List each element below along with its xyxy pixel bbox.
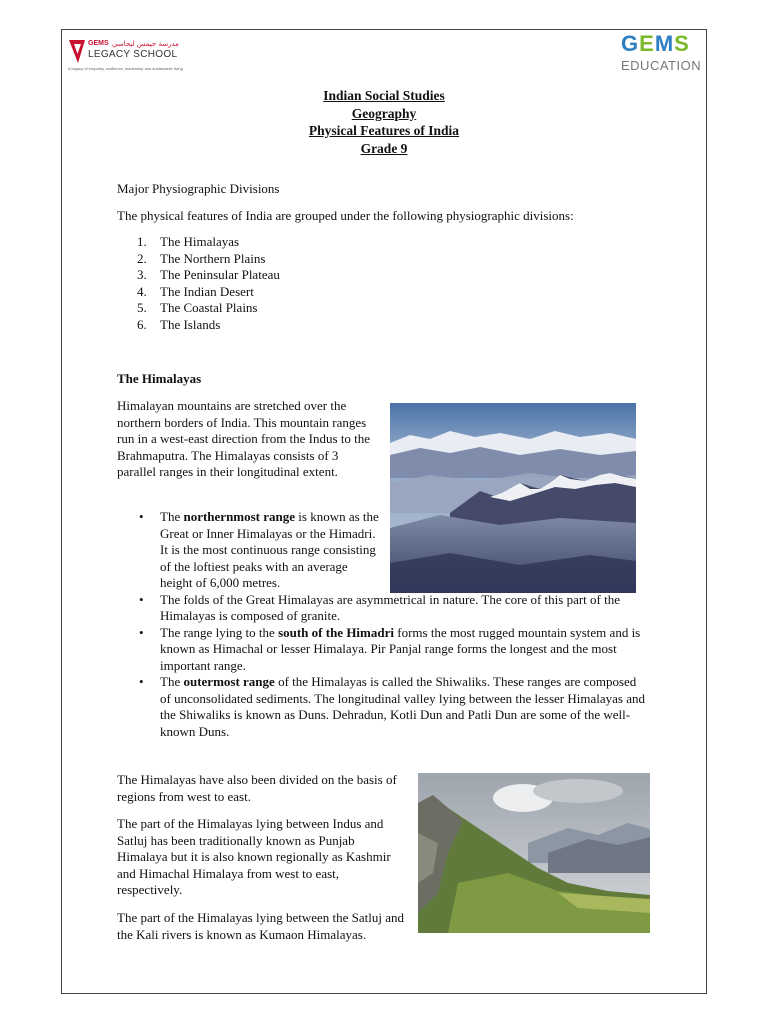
- list-item: 6. The Islands: [137, 316, 221, 332]
- himalayas-intro: Himalayan mountains are stretched over the northern borders of India. This mountain ranges run in a west-east direction from the Indus to the Brahmaputra. The Himalayas consists of 3 parallel ranges in their longitudinal extent.: [117, 398, 371, 479]
- bullet-icon: •: [139, 509, 144, 524]
- list-item: 5. The Coastal Plains: [137, 300, 258, 315]
- list-item: • The folds of the Great Himalayas are asymmetrical in nature. The core of this part of the Himalayas is composed of granite.: [139, 591, 621, 623]
- divisions-list: [117, 234, 280, 333]
- title-chapter: Physical Features of India: [308, 123, 460, 138]
- punjab-paragraph: The part of the Himalayas lying between Indus and Satluj has been traditionally known as Punjab Himalaya but it is also known regionally as Kashmir and Himachal Himalaya from west to east, respectively.: [117, 816, 391, 897]
- intro-heading: Major Physiographic Divisions: [117, 181, 280, 196]
- intro-paragraph: The physical features of India are grouped under the following physiographic divisions:: [117, 208, 574, 223]
- bullet-icon: •: [139, 591, 144, 607]
- title-grade: Grade 9: [360, 140, 408, 156]
- bullet-icon: •: [139, 674, 144, 689]
- title-topic: Geography: [351, 105, 417, 121]
- kumaon-paragraph: The part of the Himalayas lying between the Satluj and the Kali rivers is known as Kumaon Himalayas.: [117, 910, 404, 942]
- document-title: [0, 87, 768, 157]
- legacy-arabic-name: مدرسة جيمس ليجاسي: [112, 40, 179, 48]
- himalaya-ranges-list: [117, 509, 647, 740]
- legacy-school-name: LEGACY SCHOOL: [88, 49, 178, 60]
- list-item: • The outermost range of the Himalayas is called the Shiwaliks. These ranges are composed of unconsolidated sediments. The longitudinal valley lying between the lesser Himalayas and the Shiwaliks is known as Duns. Dehradun, Kotli Dun and Patli Dun are some of the well-known Duns.: [139, 674, 645, 739]
- himalayas-heading: The Himalayas: [117, 371, 202, 386]
- list-item: • The northernmost range is known as the Great or Inner Himalayas or the Himadri. It is the most continuous range consisting of the loftiest peaks with an average height of 6,000 metres.: [139, 509, 379, 590]
- gems-education-label: EDUCATION: [621, 58, 702, 73]
- legacy-school-logo: [68, 38, 208, 72]
- title-subject: Indian Social Studies: [323, 88, 445, 103]
- legacy-tagline: A legacy of empathy, resilience, leadership and sustainable living: [68, 66, 183, 71]
- legacy-brand: GEMS: [88, 40, 109, 47]
- list-item: 3. The Peninsular Plateau: [137, 267, 280, 282]
- mountain-valley-photo: [418, 773, 650, 933]
- gems-wordmark: GEMS: [621, 31, 690, 56]
- list-item: 2. The Northern Plains: [137, 250, 266, 266]
- list-item: 4. The Indian Desert: [137, 283, 254, 299]
- shield-emblem-icon: [68, 38, 86, 64]
- regions-paragraph: The Himalayas have also been divided on the basis of regions from west to east.: [117, 772, 397, 804]
- bullet-icon: •: [139, 624, 144, 640]
- list-item: • The range lying to the south of the Himadri forms the most rugged mountain system and is known as Himachal or lesser Himalaya. Pir Panjal range forms the longest and the most important range.: [139, 624, 641, 673]
- list-item: 1. The Himalayas: [137, 234, 240, 249]
- gems-education-logo: [621, 33, 705, 75]
